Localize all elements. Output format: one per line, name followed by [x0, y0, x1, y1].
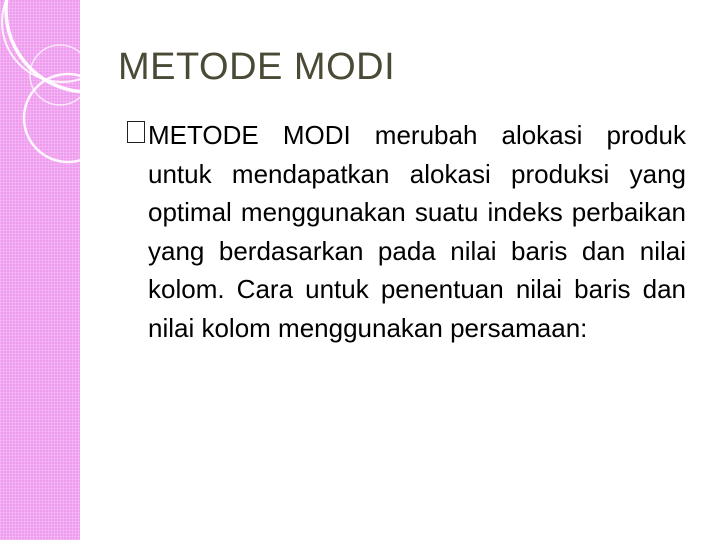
decorative-side-band: [0, 0, 80, 540]
bullet-box-icon: [127, 121, 145, 143]
body-paragraph: METODE MODI merubah alokasi produk untuk mendapatkan alokasi produksi yang optimal menggunakan suatu indeks perbaikan yang berdasarkan pada nilai baris dan nilai kolom. Cara untuk penentuan nilai baris dan nilai kolom menggunakan persamaan:: [148, 120, 686, 343]
slide-title: METODE MODI: [118, 46, 396, 88]
